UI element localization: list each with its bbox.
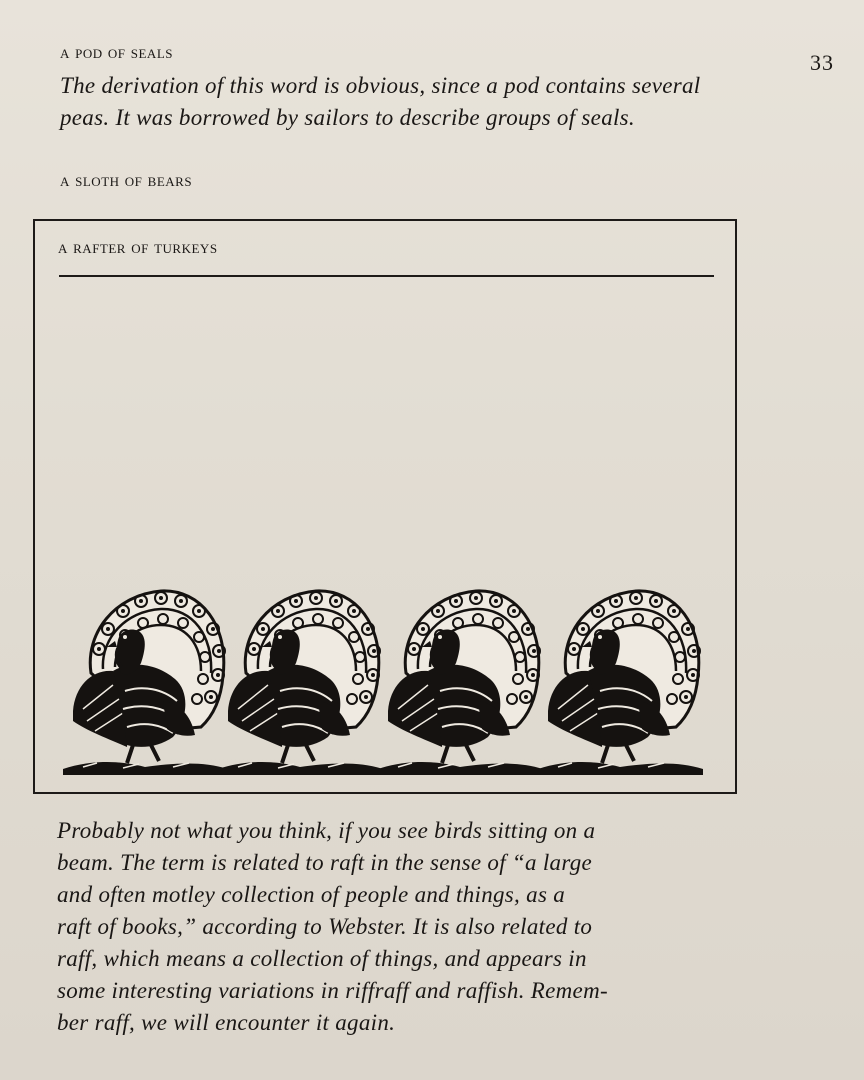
turkeys-illustration bbox=[63, 581, 713, 781]
text-line: some interesting variations in riffraff and raffish. Remem- bbox=[57, 978, 608, 1003]
text-line: and often motley collection of people and things, as a bbox=[57, 882, 566, 907]
entry-heading-pod: a pod of seals bbox=[60, 42, 173, 63]
text-line: beam. The term is related to raft in the sense of “a large bbox=[57, 850, 593, 875]
heading-rule bbox=[59, 275, 714, 277]
illustration-frame bbox=[33, 219, 737, 794]
turkey-icon bbox=[538, 581, 703, 776]
entry-text-rafter bbox=[57, 815, 722, 1039]
entry-heading-rafter: a rafter of turkeys bbox=[58, 237, 218, 258]
turkey-icon bbox=[218, 581, 383, 776]
entry-text-pod: The derivation of this word is obvious, since a pod contains several peas. It was borrowed by sailors to describe groups of seals. bbox=[60, 73, 701, 130]
text-line: Probably not what you think, if you see birds sitting on a bbox=[57, 818, 596, 843]
turkey-icon bbox=[378, 581, 543, 776]
text-line: ber raff, we will encounter it again. bbox=[57, 1010, 396, 1035]
entry-heading-sloth: a sloth of bears bbox=[60, 170, 193, 191]
text-line: raft of books,” according to Webster. It is also related to bbox=[57, 914, 593, 939]
text-line: raff, which means a collection of things, and appears in bbox=[57, 946, 587, 971]
page-number: 33 bbox=[810, 50, 834, 75]
turkey-icon bbox=[63, 581, 228, 776]
